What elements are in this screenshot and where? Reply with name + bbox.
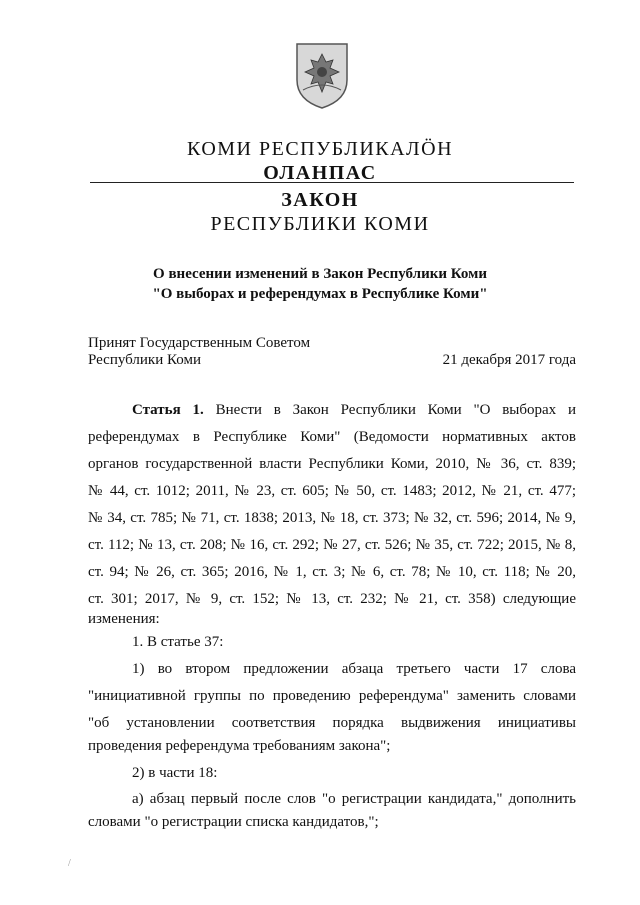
article1-line1: [132, 400, 576, 420]
adoption-date: 21 декабря 2017 года: [442, 352, 576, 368]
article1-line2: референдумах в Республике Коми" (Ведомости нормативных актов: [88, 429, 576, 445]
item-2: 2) в части 18:: [132, 765, 218, 781]
header-ru-line1: ЗАКОН: [281, 189, 359, 211]
adoption-body-line2: Республики Коми: [88, 352, 201, 368]
header-divider: [90, 182, 574, 183]
margin-mark: /: [68, 858, 71, 869]
item-2-a-last-line: словами "о регистрации списка кандидатов,";: [88, 814, 379, 830]
document-title-line2: "О выборах и референдумах в Республике Коми": [152, 286, 488, 302]
article1-lead: Статья 1.: [132, 402, 204, 418]
item-1: 1. В статье 37:: [132, 634, 224, 650]
article1-line1-text: Внести в Закон Республики Коми "О выборах и: [215, 402, 577, 418]
document-title-line1: О внесении изменений в Закон Республики Коми: [153, 266, 487, 282]
header-ru-line2: РЕСПУБЛИКИ КОМИ: [210, 213, 430, 235]
adoption-body-line1: Принят Государственным Советом: [88, 335, 311, 351]
article1-line8: ст. 301; 2017, № 9, ст. 152; № 13, ст. 232; № 21, ст. 358) следующие: [88, 591, 576, 607]
coat-of-arms-emblem: [293, 40, 351, 110]
article1-line7: ст. 94; № 26, ст. 365; 2016, № 1, ст. 3; № 6, ст. 78; № 10, ст. 118; № 20,: [88, 564, 576, 580]
item-1-1-line1: 1) во втором предложении абзаца третьего части 17 слова: [132, 661, 576, 677]
article1-line5: № 34, ст. 785; № 71, ст. 1838; 2013, № 18, ст. 373; № 32, ст. 596; 2014, № 9,: [88, 510, 576, 526]
article1-last-line: изменения:: [88, 611, 160, 627]
item-1-1-line3: "об установлении соответствия порядка выдвижения инициативы: [88, 715, 576, 731]
header-komi-line2: ОЛАНПАС: [263, 162, 377, 184]
header-komi-line1: КОМИ РЕСПУБЛИКАЛÖН: [186, 138, 454, 160]
item-2-a-line1: а) абзац первый после слов "о регистрации кандидата," дополнить: [132, 791, 576, 807]
article1-line6: ст. 112; № 13, ст. 208; № 16, ст. 292; № 27, ст. 526; № 35, ст. 722; 2015, № 8,: [88, 537, 576, 553]
item-1-1-line2: "инициативной группы по проведению референдума" заменить словами: [88, 688, 576, 704]
article1-line4: № 44, ст. 1012; 2011, № 23, ст. 605; № 50, ст. 1483; 2012, № 21, ст. 477;: [88, 483, 576, 499]
article1-line3: органов государственной власти Республики Коми, 2010, № 36, ст. 839;: [88, 456, 576, 472]
item-1-1-last-line: проведения референдума требованиям закона";: [88, 738, 391, 754]
